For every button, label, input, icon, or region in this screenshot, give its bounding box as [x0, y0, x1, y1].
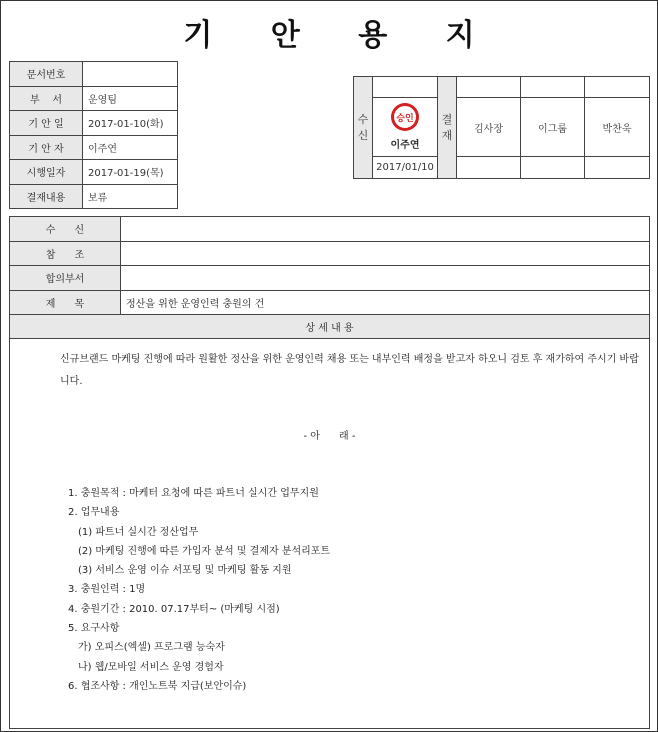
list-item: 6. 협조사항 : 개인노트북 지급(보안이슈): [68, 680, 247, 692]
list-item: (1) 파트너 실시간 정산업무: [78, 526, 199, 538]
info-value: 운영팀: [83, 86, 178, 111]
list-item: 4. 충원기간 : 2010. 07.17부터~ (마케팅 시점): [68, 603, 280, 615]
info-row: [10, 184, 178, 209]
signed-date: 2017/01/10: [373, 157, 438, 179]
info-label: 시행일자: [10, 160, 83, 185]
info-label: 기 안 일: [10, 111, 83, 136]
list-item: 가) 오피스(엑셀) 프로그램 능숙자: [78, 642, 225, 654]
document-info-table: [9, 61, 178, 209]
info-value: 2017-01-19(목): [83, 160, 178, 185]
main-label: 수 신: [10, 217, 121, 242]
info-label: 결재내용: [10, 184, 83, 209]
info-label: 부 서: [10, 86, 83, 111]
approver-name: 김사장: [457, 98, 521, 157]
list-item: (3) 서비스 운영 이슈 서포팅 및 마케팅 활동 지원: [78, 565, 292, 577]
info-value: 2017-01-10(화): [83, 111, 178, 136]
detail-list: [68, 484, 330, 696]
info-row: [10, 135, 178, 160]
info-value: 보류: [83, 184, 178, 209]
list-item: 나) 웹/모바일 서비스 운영 경험자: [78, 661, 224, 673]
info-row: [10, 62, 178, 87]
approval-table: [353, 76, 650, 179]
page-title: 기 안 용 지: [183, 18, 499, 53]
approval-stamp-icon: [391, 103, 419, 131]
main-label: 제 목: [10, 290, 121, 315]
main-content-table: [9, 216, 650, 729]
main-row: [10, 290, 650, 315]
info-value: [83, 62, 178, 87]
approve-header: 결 재: [438, 77, 457, 179]
main-value: [121, 217, 650, 242]
intro-paragraph: 신규브랜드 마케팅 진행에 따라 원활한 정산을 위한 운영인력 채용 또는 내부인력 배정을 받고자 하오니 검토 후 재가하여 주시기 바랍니다.: [60, 354, 639, 387]
details-body: [10, 339, 650, 729]
info-label: 기 안 자: [10, 135, 83, 160]
info-row: [10, 86, 178, 111]
main-row: [10, 241, 650, 266]
details-section-header: 상 세 내 용: [10, 315, 650, 339]
subject-value: 정산을 위한 운영인력 충원의 건: [121, 290, 650, 315]
stamp-text: 승인: [394, 106, 416, 128]
main-label: 참 조: [10, 241, 121, 266]
list-item: 5. 요구사항: [68, 623, 120, 635]
info-label: 문서번호: [10, 62, 83, 87]
approver-name: 박찬욱: [585, 98, 650, 157]
main-row: [10, 266, 650, 291]
list-item: 2. 업무내용: [68, 507, 120, 519]
signer-name: 이주연: [390, 140, 420, 151]
receive-header: 수 신: [354, 77, 373, 179]
signer-cell: [373, 98, 438, 157]
center-mark: - 아 래 -: [303, 431, 356, 442]
info-row: [10, 160, 178, 185]
main-row: [10, 217, 650, 242]
info-row: [10, 111, 178, 136]
approver-name: 이그룹: [521, 98, 585, 157]
list-item: 1. 충원목적 : 마케터 요청에 따른 파트너 실시간 업무지원: [68, 488, 319, 499]
info-value: 이주연: [83, 135, 178, 160]
main-label: 합의부서: [10, 266, 121, 291]
main-value: [121, 241, 650, 266]
list-item: (2) 마케팅 진행에 따른 가입자 분석 및 결제자 분석리포트: [78, 545, 331, 557]
list-item: 3. 충원인력 : 1명: [68, 584, 146, 596]
main-value: [121, 266, 650, 291]
